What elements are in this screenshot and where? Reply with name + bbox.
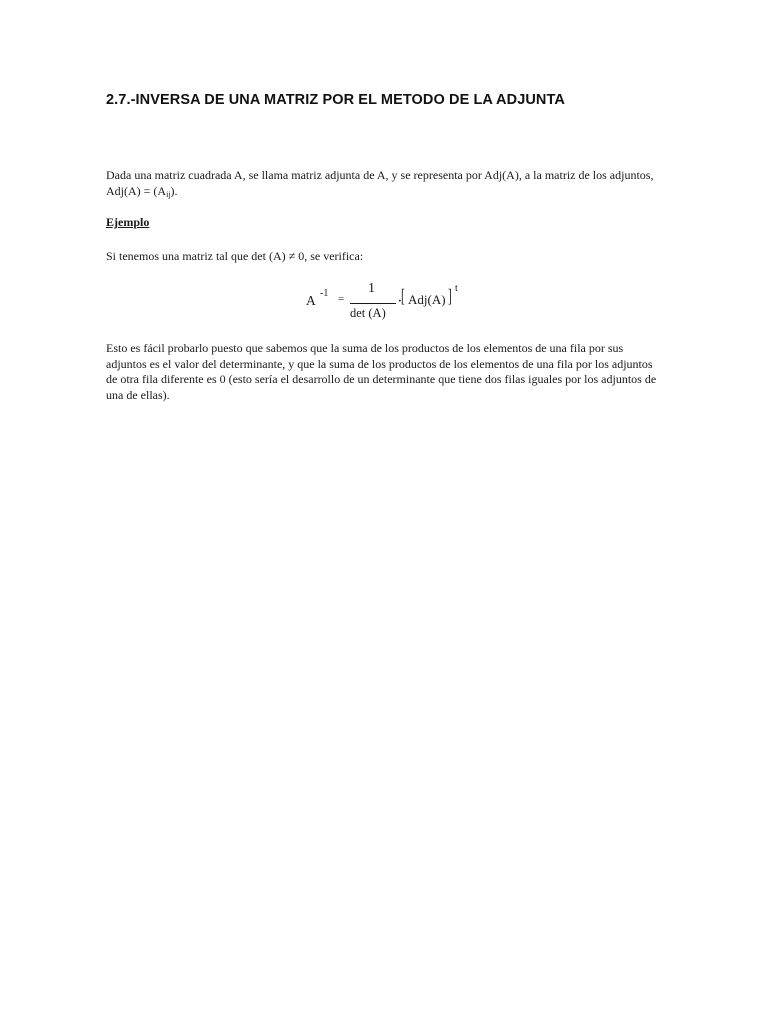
definition-text-end: ). (170, 183, 178, 198)
formula-left-bracket: [ (401, 286, 405, 307)
formula-adjoint: Adj(A) (408, 292, 446, 307)
formula-fraction-bar (350, 303, 396, 304)
formula-transpose-exponent: t (455, 283, 458, 294)
example-label: Ejemplo (106, 215, 150, 229)
formula-denominator: det (A) (350, 306, 386, 320)
condition-paragraph: Si tenemos una matriz tal que det (A) ≠ 0, se verifica: (106, 249, 364, 263)
formula-right-bracket: ] (448, 286, 452, 307)
inverse-formula (306, 283, 476, 325)
formula-numerator: 1 (368, 281, 375, 296)
definition-paragraph (106, 168, 662, 202)
definition-subscript: ij (166, 189, 171, 199)
proof-paragraph: Esto es fácil probarlo puesto que sabemos que la suma de los productos de los elementos de una fila por sus adjuntos es el valor del determinante, y que la suma de los productos de los elementos de una fila por los adjuntos de otra fila diferente es 0 (esto sería el desarrollo de un determinante que tiene dos filas iguales por los adjuntos de una de ellas). (106, 341, 657, 402)
formula-lhs-exponent: -1 (320, 288, 329, 299)
section-heading: 2.7.-INVERSA DE UNA MATRIZ POR EL METODO DE LA ADJUNTA (106, 92, 565, 108)
definition-text: Dada una matriz cuadrada A, se llama matriz adjunta de A, y se representa por Adj(A), a la matriz de los adjuntos, Adj(A) = (A (106, 168, 654, 198)
formula-dot: · (398, 295, 402, 307)
formula-equals: = (338, 293, 345, 305)
formula-lhs-base: A (306, 293, 316, 308)
